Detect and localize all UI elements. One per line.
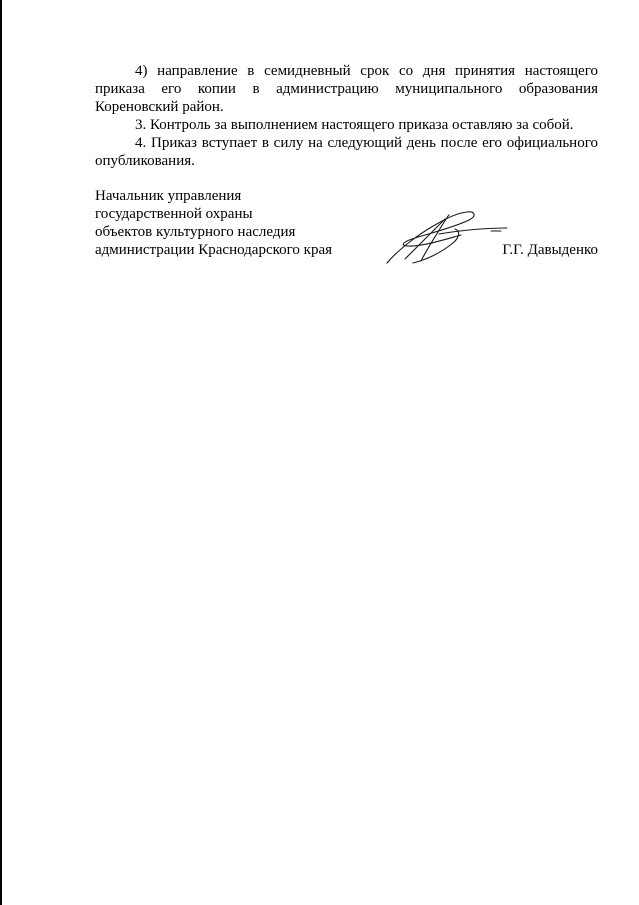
- paragraph-item-4-distribution: 4) направление в семидневный срок со дня принятия настоящего приказа его копии в администрацию муниципального образования Кореновский район.: [95, 63, 598, 115]
- document-body: [95, 62, 598, 170]
- paragraph-item-3-control: 3. Контроль за выполнением настоящего приказа оставляю за собой.: [135, 117, 574, 133]
- signatory-position: [95, 187, 332, 259]
- paragraph-item-4-effective-date: 4. Приказ вступает в силу на следующий день после его официального опубликования.: [95, 135, 598, 169]
- position-line: администрации Краснодарского края: [95, 242, 333, 258]
- signer-name: Г.Г. Давыденко: [502, 242, 598, 258]
- signature-block: [95, 187, 598, 267]
- page-left-edge: [0, 0, 2, 905]
- position-line: Начальник управления: [95, 188, 242, 204]
- position-line: объектов культурного наследия: [95, 224, 296, 240]
- position-line: государственной охраны: [95, 206, 253, 222]
- handwritten-signature: [383, 207, 513, 267]
